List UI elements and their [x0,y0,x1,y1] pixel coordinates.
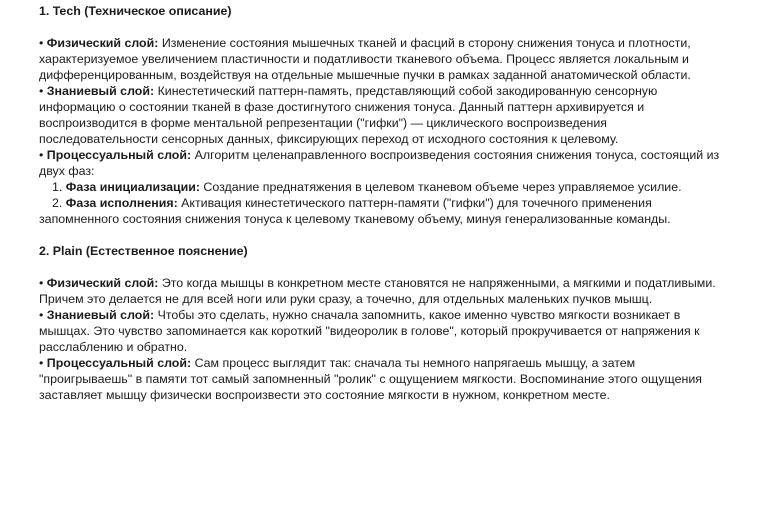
phase-2-number: 2. [52,196,63,210]
section-1-physical-layer [39,35,729,83]
section-1-process-layer [39,147,729,179]
section-2-knowledge-layer [39,307,729,355]
section-1-heading: 1. Tech (Техническое описание) [39,4,232,18]
section-2-heading: 2. Plain (Естественное пояснение) [39,244,248,258]
knowledge-layer-label: Знаниевый слой: [46,84,155,98]
process-layer-text: Алгоритм целенаправленного воспроизведения состояния снижения тонуса, состоящий из двух фаз: [39,148,720,178]
bullet-symbol: • [39,36,44,50]
bullet-symbol: • [39,308,44,322]
phase-2-text: Активация кинестетического паттерн-памяти ("гифки") для точечного применения запомненного состояния снижения тонуса к целевому тканевому объему, минуя генерализованные команды. [39,196,671,226]
knowledge-layer-text: Кинестетический паттерн-память, представляющий собой закодированную сенсорную информацию о состоянии тканей в фазе достигнутого снижения тонуса. Данный паттерн архивируется и воспроизводится в форме ментальной репрезентации ("гифки") — циклического воспроизведения последовательности сенсорных данных, фиксирующих переход от исходного состояния к целевому. [39,84,658,146]
physical-layer-label: Физический слой: [46,276,159,290]
phase-1-number: 1. [52,180,63,194]
process-layer-label: Процессуальный слой: [46,356,192,370]
physical-layer-label: Физический слой: [46,36,159,50]
bullet-symbol: • [39,356,44,370]
bullet-symbol: • [39,276,44,290]
physical-layer-text: Это когда мышцы в конкретном месте становятся не напряженными, а мягкими и податливыми. Причем это делается не для всей ноги или руки сразу, а точечно, для отдельных маленьких пучков мышц. [39,276,716,306]
phase-2-item [39,195,729,227]
knowledge-layer-text: Чтобы это сделать, нужно сначала запомнить, какое именно чувство мягкости возникает в мышцах. Это чувство запоминается как короткий "видеоролик в голове", который прокручивается от напряжения к расслаблению и обратно. [39,308,700,354]
physical-layer-text: Изменение состояния мышечных тканей и фасций в сторону снижения тонуса и плотности, характеризуемое увеличением пластичности и податливости тканевого объема. Процесс является локальным и дифференцированным, воздействуя на отдельные мышечные пучки в рамках заданной анатомической области. [39,36,691,82]
spacer [39,19,729,35]
process-layer-text: Сам процесс выглядит так: сначала ты немного напрягаешь мышцу, а затем "проигрываешь" в памяти тот самый запомненный "ролик" с ощущением мягкости. Воспоминание этого ощущения заставляет мышцу физически воспроизвести это состояние мягкости в нужном, конкретном месте. [39,356,702,402]
bullet-symbol: • [39,84,44,98]
phase-1-text: Создание преднатяжения в целевом тканевом объеме через управляемое усилие. [203,180,682,194]
section-2-process-layer [39,355,729,403]
section-1-knowledge-layer [39,83,729,147]
section-2-physical-layer [39,275,729,307]
process-layer-label: Процессуальный слой: [46,148,192,162]
phase-2-label: Фаза исполнения: [65,196,178,210]
spacer [39,227,729,243]
phase-1-label: Фаза инициализации: [65,180,200,194]
spacer [39,259,729,275]
bullet-symbol: • [39,148,44,162]
phase-1-item [39,179,729,195]
knowledge-layer-label: Знаниевый слой: [46,308,155,322]
